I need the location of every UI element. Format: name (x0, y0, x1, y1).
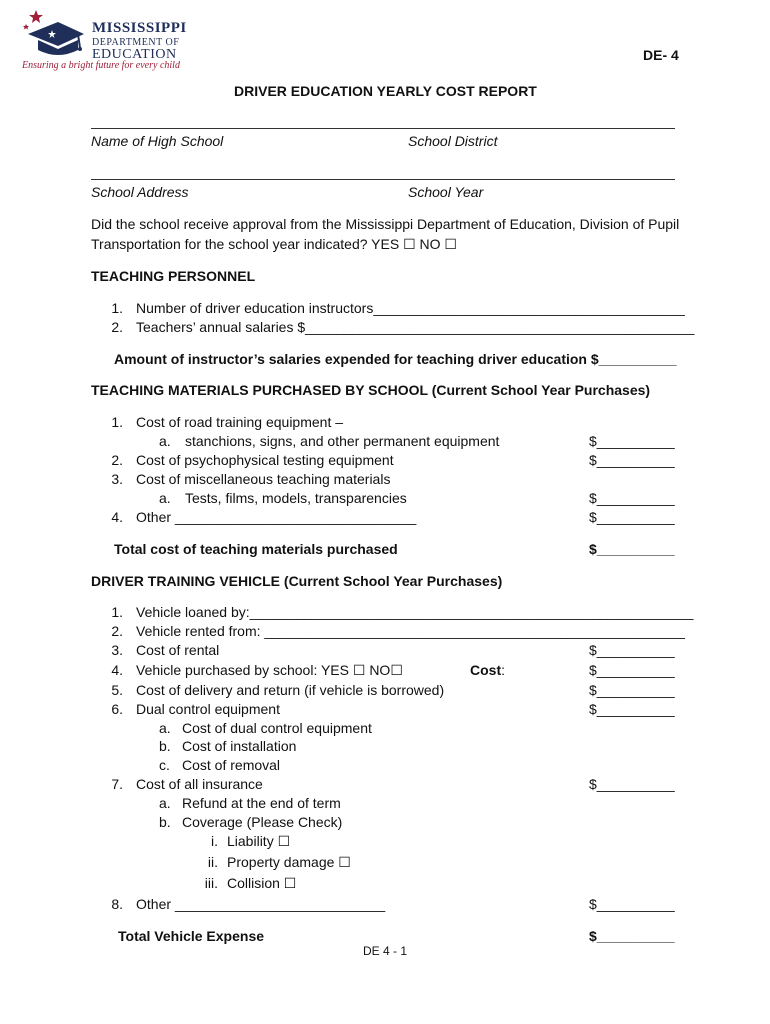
teaching-materials-heading: TEACHING MATERIALS PURCHASED BY SCHOOL (Current School Year Purchases) (91, 382, 651, 398)
list-number: 2. (111, 623, 123, 639)
list-number: 1. (111, 414, 123, 430)
misc-materials-label: Cost of miscellaneous teaching materials (136, 471, 391, 487)
approval-question-line1: Did the school receive approval from the Mississippi Department of Education, Division of Pupil (91, 216, 680, 232)
graduation-cap-icon (22, 8, 88, 60)
list-letter: a. (159, 490, 171, 506)
tests-films-cost[interactable]: $__________ (589, 490, 675, 506)
delivery-cost-label: Cost of delivery and return (if vehicle is borrowed) (136, 682, 445, 698)
list-number: 3. (111, 642, 123, 658)
psychophysical-equipment-cost[interactable]: $__________ (589, 452, 675, 468)
list-roman: ii. (207, 854, 218, 870)
approval-question-line2[interactable]: Transportation for the school year indicated? YES ☐ NO ☐ (91, 236, 457, 252)
high-school-label: Name of High School (91, 133, 224, 149)
logo-line-2: DEPARTMENT OF (92, 37, 180, 48)
vehicle-purchased-checkboxes[interactable]: Vehicle purchased by school: YES ☐ NO☐ (136, 662, 403, 678)
vehicle-heading: DRIVER TRAINING VEHICLE (Current School Year Purchases) (91, 573, 503, 589)
mde-logo (22, 8, 187, 72)
list-number: 4. (111, 662, 123, 678)
total-vehicle-cost[interactable]: $__________ (589, 928, 675, 944)
list-number: 3. (111, 471, 123, 487)
dual-control-label: Dual control equipment (136, 701, 280, 717)
school-address-line[interactable] (91, 179, 675, 180)
vehicle-rented-field[interactable]: Vehicle rented from: ______________________________________________________ (136, 623, 685, 639)
property-damage-checkbox[interactable]: Property damage ☐ (227, 854, 351, 870)
vehicle-loaned-field[interactable]: Vehicle loaned by:_________________________________________________________ (136, 604, 694, 620)
purchase-cost[interactable]: $__________ (589, 662, 675, 678)
list-letter: b. (159, 738, 171, 754)
dual-control-equipment-label: Cost of dual control equipment (182, 720, 372, 736)
road-training-equipment-label: Cost of road training equipment – (136, 414, 344, 430)
list-number: 1. (111, 604, 123, 620)
list-letter: b. (159, 814, 171, 830)
purchase-cost-colon: : (501, 662, 506, 678)
tests-films-label: Tests, films, models, transparencies (185, 490, 407, 506)
delivery-cost[interactable]: $__________ (589, 682, 675, 698)
school-year-label: School Year (408, 184, 484, 200)
psychophysical-equipment-label: Cost of psychophysical testing equipment (136, 452, 394, 468)
list-number: 2. (111, 319, 123, 335)
logo-line-3: EDUCATION (92, 47, 177, 62)
school-district-label: School District (408, 133, 498, 149)
total-materials-label: Total cost of teaching materials purchased (114, 541, 398, 557)
list-letter: a. (159, 795, 171, 811)
list-number: 7. (111, 776, 123, 792)
instructor-salaries-amount[interactable]: Amount of instructor’s salaries expended for teaching driver education $__________ (114, 351, 677, 367)
refund-label: Refund at the end of term (182, 795, 341, 811)
collision-checkbox[interactable]: Collision ☐ (227, 875, 297, 891)
purchase-cost-label (470, 661, 505, 679)
rental-cost[interactable]: $__________ (589, 642, 675, 658)
logo-line-1: MISSISSIPPI (92, 20, 187, 36)
school-address-label: School Address (91, 184, 189, 200)
installation-label: Cost of installation (182, 738, 297, 754)
other-materials-cost[interactable]: $__________ (589, 509, 675, 525)
other-vehicle-cost[interactable]: $__________ (589, 896, 675, 912)
form-code: DE- 4 (643, 47, 679, 63)
dual-control-cost[interactable]: $__________ (589, 701, 675, 717)
insurance-label: Cost of all insurance (136, 776, 263, 792)
instructors-count-field[interactable]: Number of driver education instructors________________________________________ (136, 300, 685, 316)
list-letter: a. (159, 720, 171, 736)
permanent-equipment-label: stanchions, signs, and other permanent equipment (185, 433, 500, 449)
purchase-cost-word: Cost (470, 662, 502, 678)
other-materials-field[interactable]: Other _______________________________ (136, 509, 417, 525)
total-vehicle-label: Total Vehicle Expense (118, 928, 265, 944)
liability-checkbox[interactable]: Liability ☐ (227, 833, 291, 849)
rental-cost-label: Cost of rental (136, 642, 220, 658)
teaching-personnel-heading: TEACHING PERSONNEL (91, 268, 256, 284)
list-letter: a. (159, 433, 171, 449)
list-number: 1. (111, 300, 123, 316)
page-title: DRIVER EDUCATION YEARLY COST REPORT (234, 83, 537, 99)
list-number: 6. (111, 701, 123, 717)
list-number: 5. (111, 682, 123, 698)
other-vehicle-field[interactable]: Other ___________________________ (136, 896, 386, 912)
list-number: 8. (111, 896, 123, 912)
list-letter: c. (159, 757, 170, 773)
insurance-cost[interactable]: $__________ (589, 776, 675, 792)
school-name-line[interactable] (91, 128, 675, 129)
list-number: 2. (111, 452, 123, 468)
page-footer: DE 4 - 1 (362, 944, 407, 958)
permanent-equipment-cost[interactable]: $__________ (589, 433, 675, 449)
list-roman: iii. (204, 875, 218, 891)
teachers-salaries-field[interactable]: Teachers’ annual salaries $__________________________________________________ (136, 319, 695, 335)
total-materials-cost[interactable]: $__________ (589, 541, 675, 557)
list-number: 4. (111, 509, 123, 525)
removal-label: Cost of removal (182, 757, 281, 773)
coverage-label: Coverage (Please Check) (182, 814, 343, 830)
logo-tagline: Ensuring a bright future for every child (22, 60, 180, 71)
list-roman: i. (211, 833, 218, 849)
